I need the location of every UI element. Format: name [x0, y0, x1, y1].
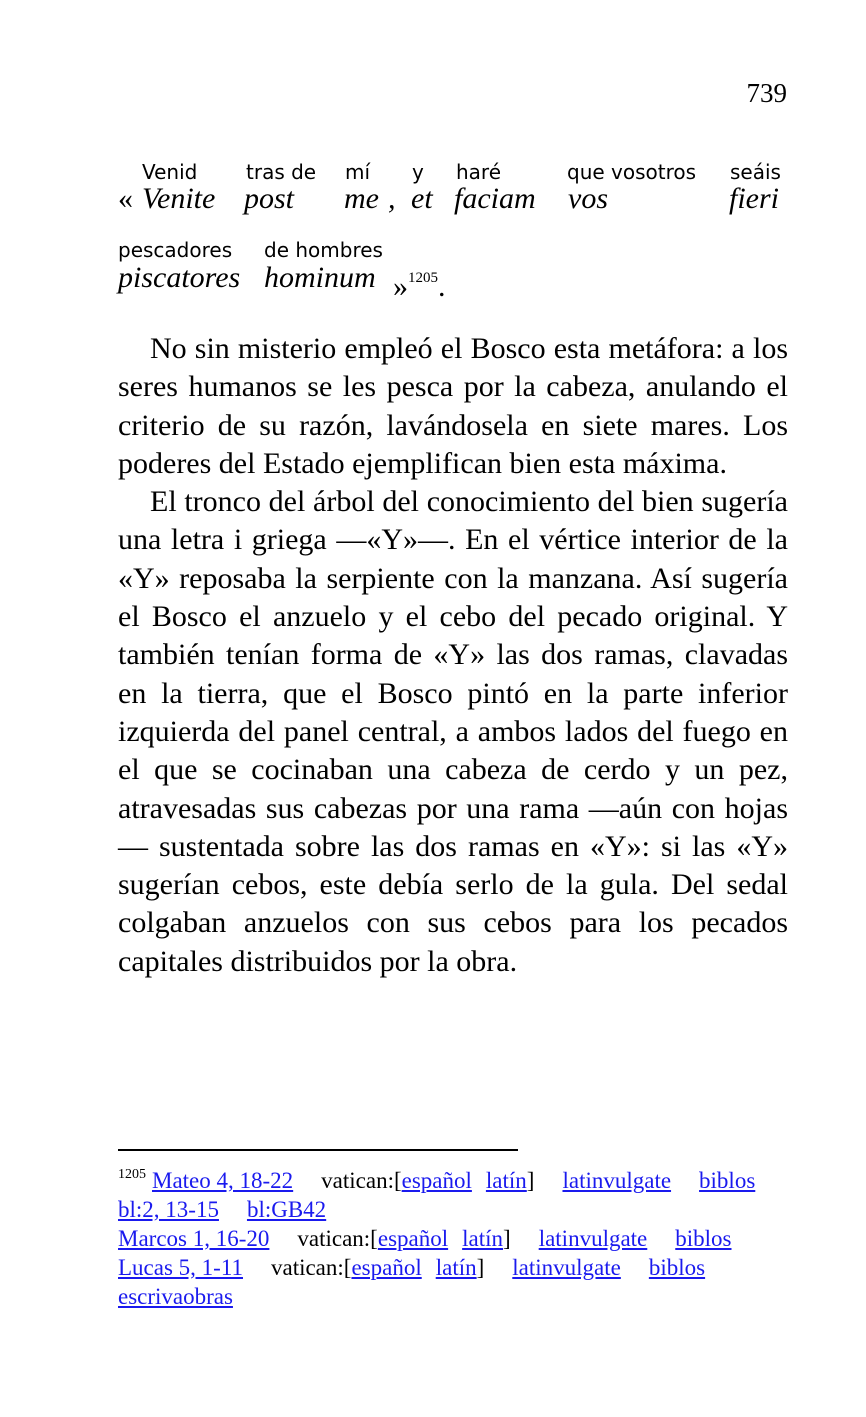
- vatican-suffix: ]: [476, 1255, 485, 1280]
- footnote-reference[interactable]: 1205: [408, 270, 438, 286]
- page-number: 739: [746, 78, 787, 108]
- open-quote: «: [118, 182, 133, 215]
- biblos-link[interactable]: biblos: [699, 1168, 756, 1193]
- espanol-link[interactable]: español: [377, 1226, 449, 1251]
- latin-word: faciam: [454, 182, 536, 215]
- biblos-link[interactable]: biblos: [675, 1226, 732, 1251]
- footnote-line: [118, 1253, 798, 1282]
- end-punctuation: .: [438, 270, 446, 303]
- latin-word: piscatores: [118, 261, 241, 294]
- escrivaobras-link[interactable]: escrivaobras: [118, 1284, 233, 1309]
- latin-word: post: [244, 182, 295, 215]
- marcos-link[interactable]: Marcos 1, 16-20: [118, 1226, 270, 1251]
- gloss-word: de hombres: [264, 238, 383, 262]
- bl-gb42-link[interactable]: bl:GB42: [246, 1197, 327, 1222]
- latin-word: fieri: [729, 182, 779, 215]
- lucas-link[interactable]: Lucas 5, 1-11: [118, 1255, 243, 1280]
- vatican-prefix: vatican:[: [270, 1255, 352, 1280]
- gloss-word: mí: [345, 160, 371, 184]
- bl-link[interactable]: bl:2, 13-15: [118, 1197, 219, 1222]
- gloss-word: seáis: [730, 160, 781, 184]
- latin-word: Venite: [142, 182, 216, 215]
- mateo-link[interactable]: Mateo 4, 18-22: [152, 1168, 294, 1193]
- gloss-word: tras de: [246, 160, 317, 184]
- footnote-separator: [118, 1149, 518, 1151]
- body-text: [118, 330, 788, 981]
- latin-word: me: [344, 182, 379, 215]
- latin-word: hominum: [264, 261, 376, 294]
- footnote-number: 1205: [118, 1167, 146, 1182]
- espanol-link[interactable]: español: [401, 1168, 472, 1193]
- footnote-line: [118, 1160, 798, 1195]
- latinvulgate-link[interactable]: latinvulgate: [538, 1226, 648, 1251]
- latin-word: vos: [568, 182, 608, 215]
- latin-word: et: [411, 182, 433, 215]
- close-quote: »: [393, 270, 408, 303]
- gloss-word: y: [412, 160, 424, 184]
- latin-link[interactable]: latín: [435, 1255, 477, 1280]
- latin-link[interactable]: latín: [462, 1226, 504, 1251]
- gloss-word: haré: [456, 160, 502, 184]
- footnote-line: [118, 1195, 798, 1224]
- footnote-line: [118, 1224, 798, 1253]
- gloss-word: que vosotros: [567, 160, 697, 184]
- vatican-prefix: vatican:[: [297, 1226, 378, 1251]
- latinvulgate-link[interactable]: latinvulgate: [562, 1168, 672, 1193]
- vatican-prefix: vatican:[: [321, 1168, 402, 1193]
- biblos-link[interactable]: biblos: [648, 1255, 706, 1280]
- paragraph: El tronco del árbol del conocimiento del bien sugería una letra i griega —«Y»—. En el vértice interior de la «Y» reposaba la serpiente con la manzana. Así sugería el Bosco el anzuelo y el cebo del pecado original. Y también tenían forma de «Y» las dos ramas, clavadas en la tierra, que el Bosco pintó en la parte inferior izquierda del panel central, a ambos lados del fuego en el que se cocinaban una cabeza de cerdo y un pez, atravesadas sus cabezas por una rama —aún con hojas— sustentada sobre las dos ramas en «Y»: si las «Y» sugerían cebos, este debía serlo de la gula. Del sedal colgaban anzuelos con sus cebos para los pecados capitales distribuidos por la obra.: [118, 485, 788, 978]
- gloss-word: pescadores: [118, 238, 233, 262]
- close-quote-with-ref: [393, 261, 446, 304]
- espanol-link[interactable]: español: [351, 1255, 422, 1280]
- latinvulgate-link[interactable]: latinvulgate: [512, 1255, 621, 1280]
- footnote-line: [118, 1282, 798, 1311]
- gloss-word: Venid: [142, 160, 198, 184]
- latin-comma: ,: [388, 182, 396, 215]
- footnotes: [118, 1160, 798, 1311]
- paragraph: No sin misterio empleó el Bosco esta metáfora: a los seres humanos se les pesca por la cabeza, anulando el criterio de su razón, lavándosela en siete mares. Los poderes del Estado ejemplifican bien esta máxima.: [118, 332, 788, 480]
- vatican-suffix: ]: [526, 1168, 535, 1193]
- vatican-suffix: ]: [503, 1226, 511, 1251]
- latin-link[interactable]: latín: [485, 1168, 527, 1193]
